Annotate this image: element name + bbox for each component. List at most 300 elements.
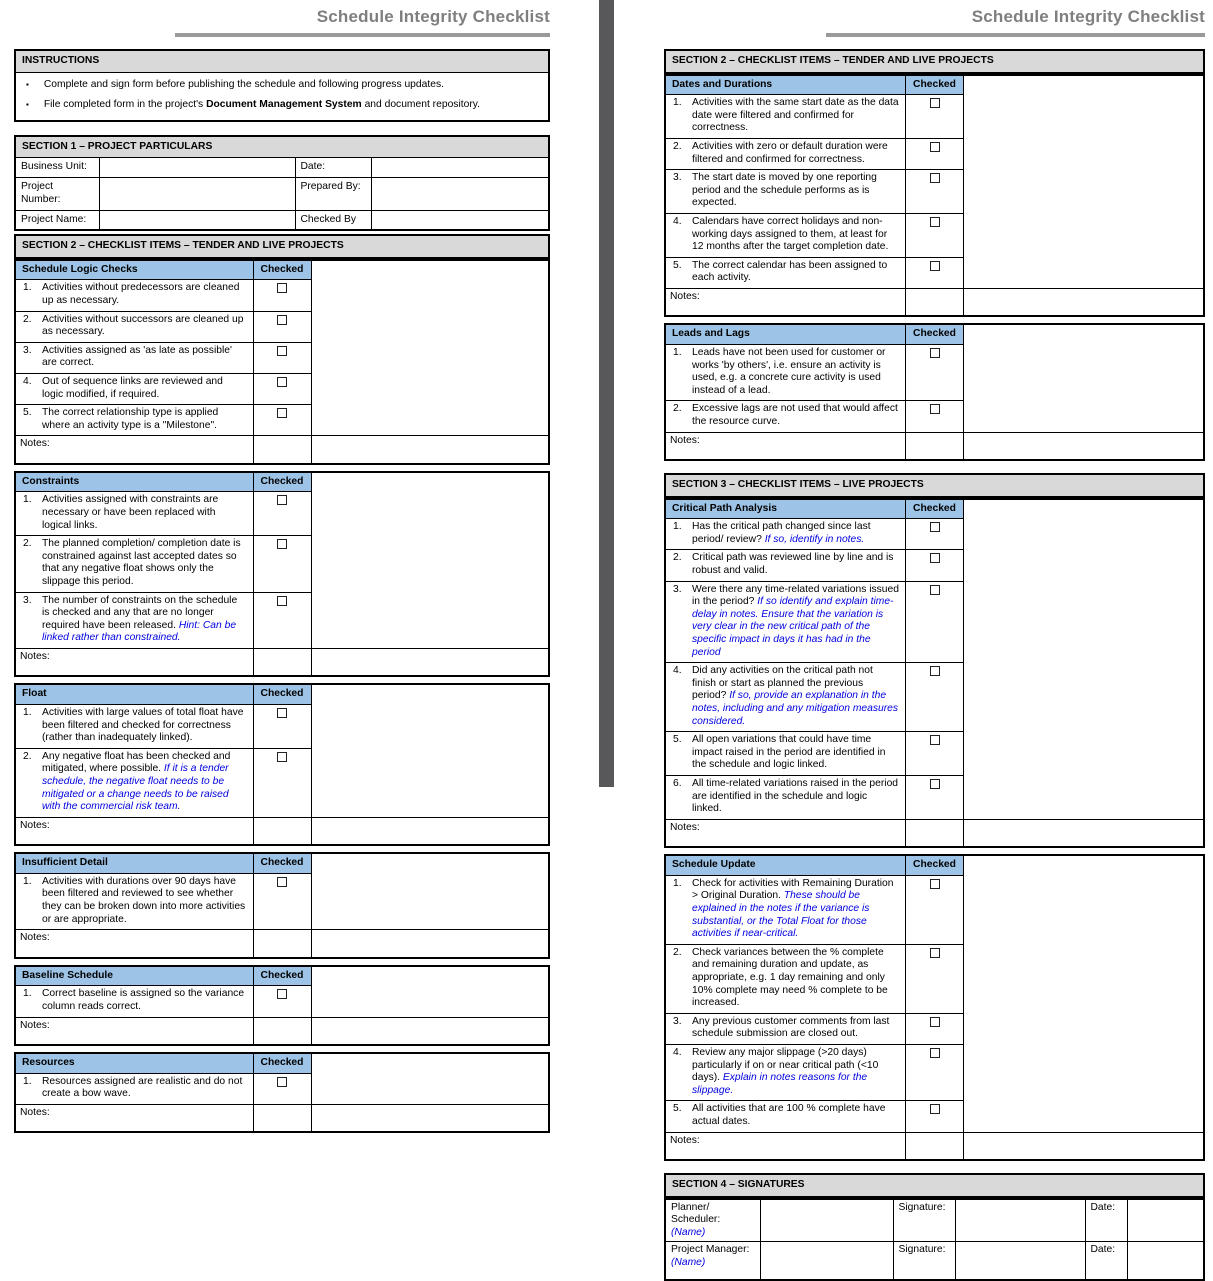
checklist-item-row <box>15 748 549 817</box>
checklist-item-row <box>15 1073 549 1104</box>
checklist-item-text-cell <box>15 873 253 929</box>
page-1-header <box>14 0 550 37</box>
item-hint-text: Hint: Can be linked rather than constrained. <box>42 619 237 644</box>
checklist-item-row <box>15 405 549 436</box>
item-hint-text: If it is a tender schedule, the negative float needs to be mitigated or a change needs to be raised with the commercial risk team. <box>42 763 229 813</box>
checkbox[interactable] <box>277 1077 287 1087</box>
checklist-item-row <box>665 95 1204 139</box>
checklist-item-row <box>665 581 1204 663</box>
notes-label: Notes: <box>665 432 906 460</box>
checklist-group-table <box>14 965 550 1046</box>
group-title: Schedule Update <box>665 855 906 875</box>
checklist-group-table <box>14 471 550 678</box>
notes-input-area[interactable] <box>906 432 964 460</box>
planner-name-field[interactable] <box>760 1199 893 1242</box>
checklist-item-text-cell <box>665 95 906 139</box>
notes-input-area[interactable] <box>253 1017 311 1045</box>
bullet-icon: ▪ <box>26 100 29 110</box>
signature-label: Signature: <box>893 1242 955 1280</box>
checkbox-cell <box>906 213 964 257</box>
item-number: 1. <box>23 875 32 887</box>
notes-checked-spacer <box>311 1104 549 1132</box>
name-hint: (Name) <box>671 1226 706 1238</box>
project-particulars-row <box>15 158 549 178</box>
bullet-icon: ▪ <box>26 79 29 89</box>
checkbox-cell <box>253 1073 311 1104</box>
section1-header-row <box>15 136 549 158</box>
checkbox-cell <box>253 405 311 436</box>
item-number: 5. <box>673 734 682 746</box>
notes-row <box>15 1104 549 1132</box>
checklist-item-text-cell <box>665 944 906 1013</box>
checklist-item-text-cell <box>15 405 253 436</box>
item-number: 5. <box>23 407 32 419</box>
checklist-group-table <box>664 323 1205 461</box>
checklist-item-text-cell <box>665 213 906 257</box>
checked-column-header: Checked <box>253 684 311 704</box>
checkbox-cell <box>253 536 311 592</box>
checkbox[interactable] <box>277 708 287 718</box>
checklist-item-text-cell <box>15 373 253 404</box>
checklist-item-text-cell <box>15 748 253 817</box>
project-number-field[interactable] <box>99 178 295 210</box>
project-name-field[interactable] <box>99 210 295 230</box>
checkbox[interactable] <box>277 315 287 325</box>
instructions-body <box>15 72 549 121</box>
checklist-item-text-cell <box>665 663 906 732</box>
notes-label: Notes: <box>665 288 906 316</box>
project-manager-role-label: Project Manager: (Name) <box>665 1242 760 1280</box>
item-number: 1. <box>673 97 682 109</box>
item-number: 2. <box>673 552 682 564</box>
checklist-group-table <box>14 1052 550 1133</box>
date-field[interactable] <box>371 158 549 178</box>
item-hint-text: If so, identify in notes. <box>761 533 865 545</box>
checklist-item-text-cell <box>665 1044 906 1100</box>
instructions-table <box>14 49 550 122</box>
date-label: Date: <box>1085 1242 1127 1280</box>
notes-input-area[interactable] <box>253 436 311 464</box>
page-2-section2-groups <box>664 74 1205 461</box>
checkbox-cell <box>253 705 311 749</box>
checkbox[interactable] <box>277 495 287 505</box>
checklist-item-text-cell <box>15 311 253 342</box>
checklist-item-text-cell <box>665 875 906 944</box>
checkbox-cell <box>906 1013 964 1044</box>
page-2-header <box>664 0 1205 37</box>
checklist-group-table <box>14 259 550 465</box>
checkbox[interactable] <box>930 1048 940 1058</box>
page-divider <box>599 0 614 787</box>
checklist-group-table <box>14 852 550 958</box>
item-hint-text: Explain in notes reasons for the slippage. <box>692 1072 868 1096</box>
group-header-row <box>665 855 1204 875</box>
title-rule <box>175 33 550 37</box>
notes-label: Notes: <box>15 648 253 676</box>
group-title: Constraints <box>15 472 253 492</box>
checklist-item-text-cell <box>665 345 906 401</box>
name-hint: (Name) <box>671 1256 706 1268</box>
business-unit-label: Business Unit: <box>15 158 99 178</box>
item-number: 1. <box>23 494 32 506</box>
checkbox[interactable] <box>930 142 940 152</box>
notes-checked-spacer <box>964 1132 1205 1160</box>
item-number: 1. <box>23 282 32 294</box>
instruction-bullet-2 <box>16 94 548 115</box>
item-text: The correct calendar has been assigned to each activity. <box>692 259 888 284</box>
checkbox-cell <box>253 280 311 311</box>
checkbox-cell <box>906 519 964 550</box>
checklist-item-row <box>15 373 549 404</box>
page-1 <box>14 0 550 1133</box>
item-text: Activities with large values of total float have been filtered and checked for correctness (rather than inadequately linked). <box>42 707 244 744</box>
checkbox[interactable] <box>277 377 287 387</box>
project-name-label: Project Name: <box>15 210 99 230</box>
checklist-item-row <box>665 663 1204 732</box>
group-header-row <box>15 1053 549 1073</box>
prepared-by-label: Prepared By: <box>295 178 371 210</box>
section4-header-row <box>665 1174 1204 1197</box>
checkbox-cell <box>906 663 964 732</box>
checkbox[interactable] <box>277 408 287 418</box>
item-text: All time-related variations raised in the period are identified in the schedule and logic linked. <box>692 777 899 815</box>
checkbox-cell <box>906 401 964 432</box>
notes-row <box>15 436 549 464</box>
page-2 <box>664 0 1205 1281</box>
checkbox-cell <box>906 944 964 1013</box>
notes-input-area[interactable] <box>906 288 964 316</box>
checkbox[interactable] <box>930 553 940 563</box>
item-number: 1. <box>673 877 682 889</box>
notes-input-area[interactable] <box>906 1132 964 1160</box>
item-hint-text: If so identify and explain time-delay in notes. Ensure that the variation is very clear in the new critical path of the specific impact in days it has had in the period <box>692 596 894 658</box>
item-text: Critical path was reviewed line by line and is robust and valid. <box>692 552 894 577</box>
item-text: Resources assigned are realistic and do not create a bow wave. <box>42 1075 243 1100</box>
checklist-item-row <box>15 873 549 929</box>
instructions-header: INSTRUCTIONS <box>15 50 549 72</box>
checked-column-header: Checked <box>906 75 964 95</box>
group-title: Insufficient Detail <box>15 853 253 873</box>
notes-input-area[interactable] <box>253 1104 311 1132</box>
checklist-group-table <box>664 854 1205 1161</box>
section1-header: SECTION 1 – PROJECT PARTICULARS <box>15 136 549 158</box>
checklist-item-row <box>665 213 1204 257</box>
checkbox[interactable] <box>930 948 940 958</box>
notes-input-area[interactable] <box>253 648 311 676</box>
checklist-item-row <box>665 401 1204 432</box>
checklist-item-row <box>665 257 1204 288</box>
section3-header-row <box>665 474 1204 497</box>
section2-header-row <box>15 235 549 258</box>
instructions-body-row <box>15 72 549 121</box>
checklist-item-row <box>665 732 1204 776</box>
checklist-item-row <box>665 1101 1204 1132</box>
group-header-row <box>15 472 549 492</box>
page-2-section3-groups <box>664 498 1205 1161</box>
checked-column-header: Checked <box>253 472 311 492</box>
checkbox-cell <box>906 581 964 663</box>
instruction-text: Complete and sign form before publishing the schedule and following progress updates. <box>43 78 444 90</box>
signature-label: Signature: <box>893 1199 955 1242</box>
item-text: The correct relationship type is applied where an activity type is a "Milestone". <box>42 407 219 431</box>
business-unit-field[interactable] <box>99 158 295 178</box>
instruction-text: File completed form in the project's Document Management System and document repository. <box>43 99 480 111</box>
checkbox-cell <box>906 732 964 776</box>
checked-column-header: Checked <box>906 855 964 875</box>
notes-label: Notes: <box>665 1132 906 1160</box>
section4-header-table <box>664 1173 1205 1198</box>
item-number: 1. <box>23 1075 32 1087</box>
checkbox-cell <box>253 492 311 536</box>
checkbox[interactable] <box>277 539 287 549</box>
checkbox-cell <box>253 342 311 373</box>
notes-label: Notes: <box>665 819 906 847</box>
group-header-row <box>15 260 549 280</box>
page-title: Schedule Integrity Checklist <box>971 7 1205 26</box>
item-number: 4. <box>23 375 32 387</box>
notes-label: Notes: <box>15 1017 253 1045</box>
item-number: 1. <box>23 988 32 1000</box>
item-number: 3. <box>23 594 32 606</box>
checklist-item-text-cell <box>665 519 906 550</box>
checklist-item-row <box>15 280 549 311</box>
checkbox-cell <box>906 775 964 819</box>
instructions-header-row <box>15 50 549 72</box>
checklist-item-text-cell <box>15 705 253 749</box>
checklist-item-text-cell <box>665 170 906 214</box>
checklist-item-text-cell <box>665 732 906 776</box>
checklist-item-row <box>15 492 549 536</box>
title-rule <box>826 33 1205 37</box>
notes-row <box>15 930 549 958</box>
checked-by-label: Checked By <box>295 210 371 230</box>
item-number: 5. <box>673 259 682 271</box>
checklist-item-row <box>15 705 549 749</box>
checkbox-cell <box>906 1044 964 1100</box>
item-text: Activities assigned with constraints are necessary or have been replaced with logical links. <box>42 494 219 531</box>
item-number: 3. <box>673 1015 682 1027</box>
checkbox[interactable] <box>930 1104 940 1114</box>
item-number: 2. <box>23 538 32 550</box>
item-text: The start date is moved by one reporting period and the schedule performs as is expected. <box>692 172 877 209</box>
section1-table <box>14 135 550 231</box>
checkbox[interactable] <box>930 1017 940 1027</box>
notes-input-area[interactable] <box>253 817 311 845</box>
group-header-row <box>15 853 549 873</box>
item-text: Activities assigned as 'as late as possible' are correct. <box>42 344 232 369</box>
signature-row-planner <box>665 1199 1204 1242</box>
notes-label: Notes: <box>15 817 253 845</box>
notes-input-area[interactable] <box>253 930 311 958</box>
item-text: Activities with the same start date as the data date were filtered and confirmed for correctness. <box>692 97 899 134</box>
instruction-bullet-1 <box>16 74 548 95</box>
checkbox[interactable] <box>930 666 940 676</box>
checklist-item-text-cell <box>15 536 253 592</box>
checkbox-cell <box>906 170 964 214</box>
checkbox[interactable] <box>277 752 287 762</box>
group-title: Schedule Logic Checks <box>15 260 253 280</box>
checklist-item-text-cell <box>665 138 906 169</box>
planner-role-label: Planner/ Scheduler: (Name) <box>665 1199 760 1242</box>
notes-checked-spacer <box>964 288 1205 316</box>
planner-date-field[interactable] <box>1127 1199 1204 1242</box>
checklist-item-row <box>665 345 1204 401</box>
item-number: 2. <box>673 403 682 415</box>
checked-column-header: Checked <box>253 853 311 873</box>
checked-column-header: Checked <box>253 260 311 280</box>
project-particulars-row <box>15 210 549 230</box>
checkbox[interactable] <box>930 735 940 745</box>
group-title: Leads and Lags <box>665 324 906 344</box>
checkbox[interactable] <box>930 779 940 789</box>
notes-checked-spacer <box>311 930 549 958</box>
checklist-item-text-cell <box>15 492 253 536</box>
notes-checked-spacer <box>311 817 549 845</box>
checklist-item-row <box>665 1013 1204 1044</box>
item-text: All open variations that could have time impact raised in the period are identified in the schedule and logic linked. <box>692 734 886 771</box>
item-text: Activities with zero or default duration were filtered and confirmed for correctness. <box>692 140 888 165</box>
project-number-label: Project Number: <box>15 178 99 210</box>
checkbox[interactable] <box>930 585 940 595</box>
item-text: Out of sequence links are reviewed and logic modified, if required. <box>42 375 223 400</box>
section3-header-table <box>664 473 1205 498</box>
notes-row <box>665 288 1204 316</box>
page-1-checklist-groups <box>14 259 550 1134</box>
checkbox[interactable] <box>930 261 940 271</box>
planner-signature-field[interactable] <box>955 1199 1085 1242</box>
project-particulars-row <box>15 178 549 210</box>
group-header-row <box>15 966 549 986</box>
notes-checked-spacer <box>964 819 1205 847</box>
item-text: Activities with durations over 90 days have been filtered and reviewed to see whether they can be broken down into more activities or are appropriate. <box>42 875 246 925</box>
item-text: Leads have not been used for customer or works 'by others', i.e. ensure an activity is used, e.g. a concrete cure activity is used instead of a lead. <box>692 347 886 396</box>
item-text: Check variances between the % complete and remaining duration and update, as appropriate, e.g. 1 day remaining and only 10% complete may need % complete to be increased. <box>692 946 888 1009</box>
checklist-item-row <box>665 875 1204 944</box>
checked-by-field[interactable] <box>371 210 549 230</box>
section2-header: SECTION 2 – CHECKLIST ITEMS – TENDER AND LIVE PROJECTS <box>665 50 1204 73</box>
checkbox-cell <box>253 748 311 817</box>
checkbox-cell <box>906 95 964 139</box>
date-label: Date: <box>295 158 371 178</box>
page-title: Schedule Integrity Checklist <box>316 7 550 26</box>
checklist-item-row <box>665 550 1204 581</box>
item-number: 2. <box>673 946 682 958</box>
group-title: Float <box>15 684 253 704</box>
checkbox[interactable] <box>277 877 287 887</box>
checklist-item-row <box>665 944 1204 1013</box>
checklist-item-text-cell <box>15 1073 253 1104</box>
item-text: The number of constraints on the schedule is checked and any that are no longer required have been released. Hint: Can be linked rather than constrained. <box>42 594 238 644</box>
item-text: All activities that are 100 % complete have actual dates. <box>692 1103 886 1127</box>
checklist-item-row <box>15 342 549 373</box>
checkbox[interactable] <box>277 989 287 999</box>
project-manager-name-field[interactable] <box>760 1242 893 1280</box>
section2-header-table <box>664 49 1205 74</box>
checklist-item-row <box>15 311 549 342</box>
checkbox-cell <box>253 373 311 404</box>
checklist-item-text-cell <box>665 581 906 663</box>
prepared-by-field[interactable] <box>371 178 549 210</box>
checkbox-cell <box>253 873 311 929</box>
checkbox[interactable] <box>277 596 287 606</box>
notes-checked-spacer <box>311 1017 549 1045</box>
checklist-item-row <box>15 592 549 648</box>
checklist-item-text-cell <box>665 550 906 581</box>
checkbox[interactable] <box>930 98 940 108</box>
notes-row <box>15 1017 549 1045</box>
group-header-row <box>665 75 1204 95</box>
item-number: 4. <box>673 215 682 227</box>
item-number: 4. <box>673 1046 682 1058</box>
group-header-row <box>665 324 1204 344</box>
item-number: 3. <box>673 583 682 595</box>
checkbox[interactable] <box>930 879 940 889</box>
checkbox-cell <box>906 1101 964 1132</box>
checked-column-header: Checked <box>253 1053 311 1073</box>
checkbox[interactable] <box>930 217 940 227</box>
item-number: 5. <box>673 1103 682 1115</box>
notes-label: Notes: <box>15 436 253 464</box>
date-label: Date: <box>1085 1199 1127 1242</box>
item-hint-text: These should be explained in the notes if the variance is substantial, or the Total Float for those activities if near-critical. <box>692 890 870 940</box>
checklist-item-text-cell <box>15 986 253 1017</box>
item-number: 4. <box>673 665 682 677</box>
section4-header: SECTION 4 – SIGNATURES <box>665 1174 1204 1197</box>
checklist-group-table <box>664 498 1205 849</box>
checkbox-cell <box>906 138 964 169</box>
checkbox[interactable] <box>930 173 940 183</box>
item-text: Calendars have correct holidays and non-working days assigned to them, at least for 12 months after the target completion date. <box>692 215 889 253</box>
item-number: 6. <box>673 777 682 789</box>
notes-checked-spacer <box>311 648 549 676</box>
item-number: 2. <box>673 140 682 152</box>
notes-label: Notes: <box>15 930 253 958</box>
checkbox[interactable] <box>277 346 287 356</box>
notes-checked-spacer <box>311 436 549 464</box>
item-number: 1. <box>23 707 32 718</box>
checklist-item-text-cell <box>15 342 253 373</box>
checklist-item-text-cell <box>15 280 253 311</box>
checklist-item-row <box>15 986 549 1017</box>
checked-column-header: Checked <box>906 499 964 519</box>
checklist-item-text-cell <box>665 1013 906 1044</box>
checkbox[interactable] <box>930 522 940 532</box>
notes-row <box>665 819 1204 847</box>
checklist-item-text-cell <box>665 1101 906 1132</box>
checklist-group-table <box>664 74 1205 318</box>
item-text: Did any activities on the critical path not finish or start as planned the previous period? If so, provide an explanation in the notes, including and any mitigation measures considered. <box>692 665 899 727</box>
checkbox[interactable] <box>277 283 287 293</box>
checkbox[interactable] <box>930 348 940 358</box>
item-number: 1. <box>673 521 682 533</box>
project-manager-signature-field[interactable] <box>955 1242 1085 1280</box>
checkbox[interactable] <box>930 404 940 414</box>
project-manager-date-field[interactable] <box>1127 1242 1204 1280</box>
notes-input-area[interactable] <box>906 819 964 847</box>
section3-header: SECTION 3 – CHECKLIST ITEMS – LIVE PROJECTS <box>665 474 1204 497</box>
item-number: 2. <box>23 750 32 762</box>
item-text: Check for activities with Remaining Duration > Original Duration. These should be explained in the notes if the variance is substantial, or the Total Float for those activities if near-critical. <box>692 877 894 940</box>
checkbox-cell <box>906 875 964 944</box>
checkbox-cell <box>253 311 311 342</box>
group-title: Critical Path Analysis <box>665 499 906 519</box>
signatures-table <box>664 1198 1205 1281</box>
item-number: 1. <box>673 347 682 358</box>
item-text: Excessive lags are not used that would affect the resource curve. <box>692 403 898 427</box>
checklist-item-text-cell <box>15 592 253 648</box>
checklist-group-table <box>14 683 550 846</box>
item-text: Any negative float has been checked and mitigated, where possible. If it is a tender schedule, the negative float needs to be mitigated or a change needs to be raised with the commercial risk team. <box>42 750 231 813</box>
